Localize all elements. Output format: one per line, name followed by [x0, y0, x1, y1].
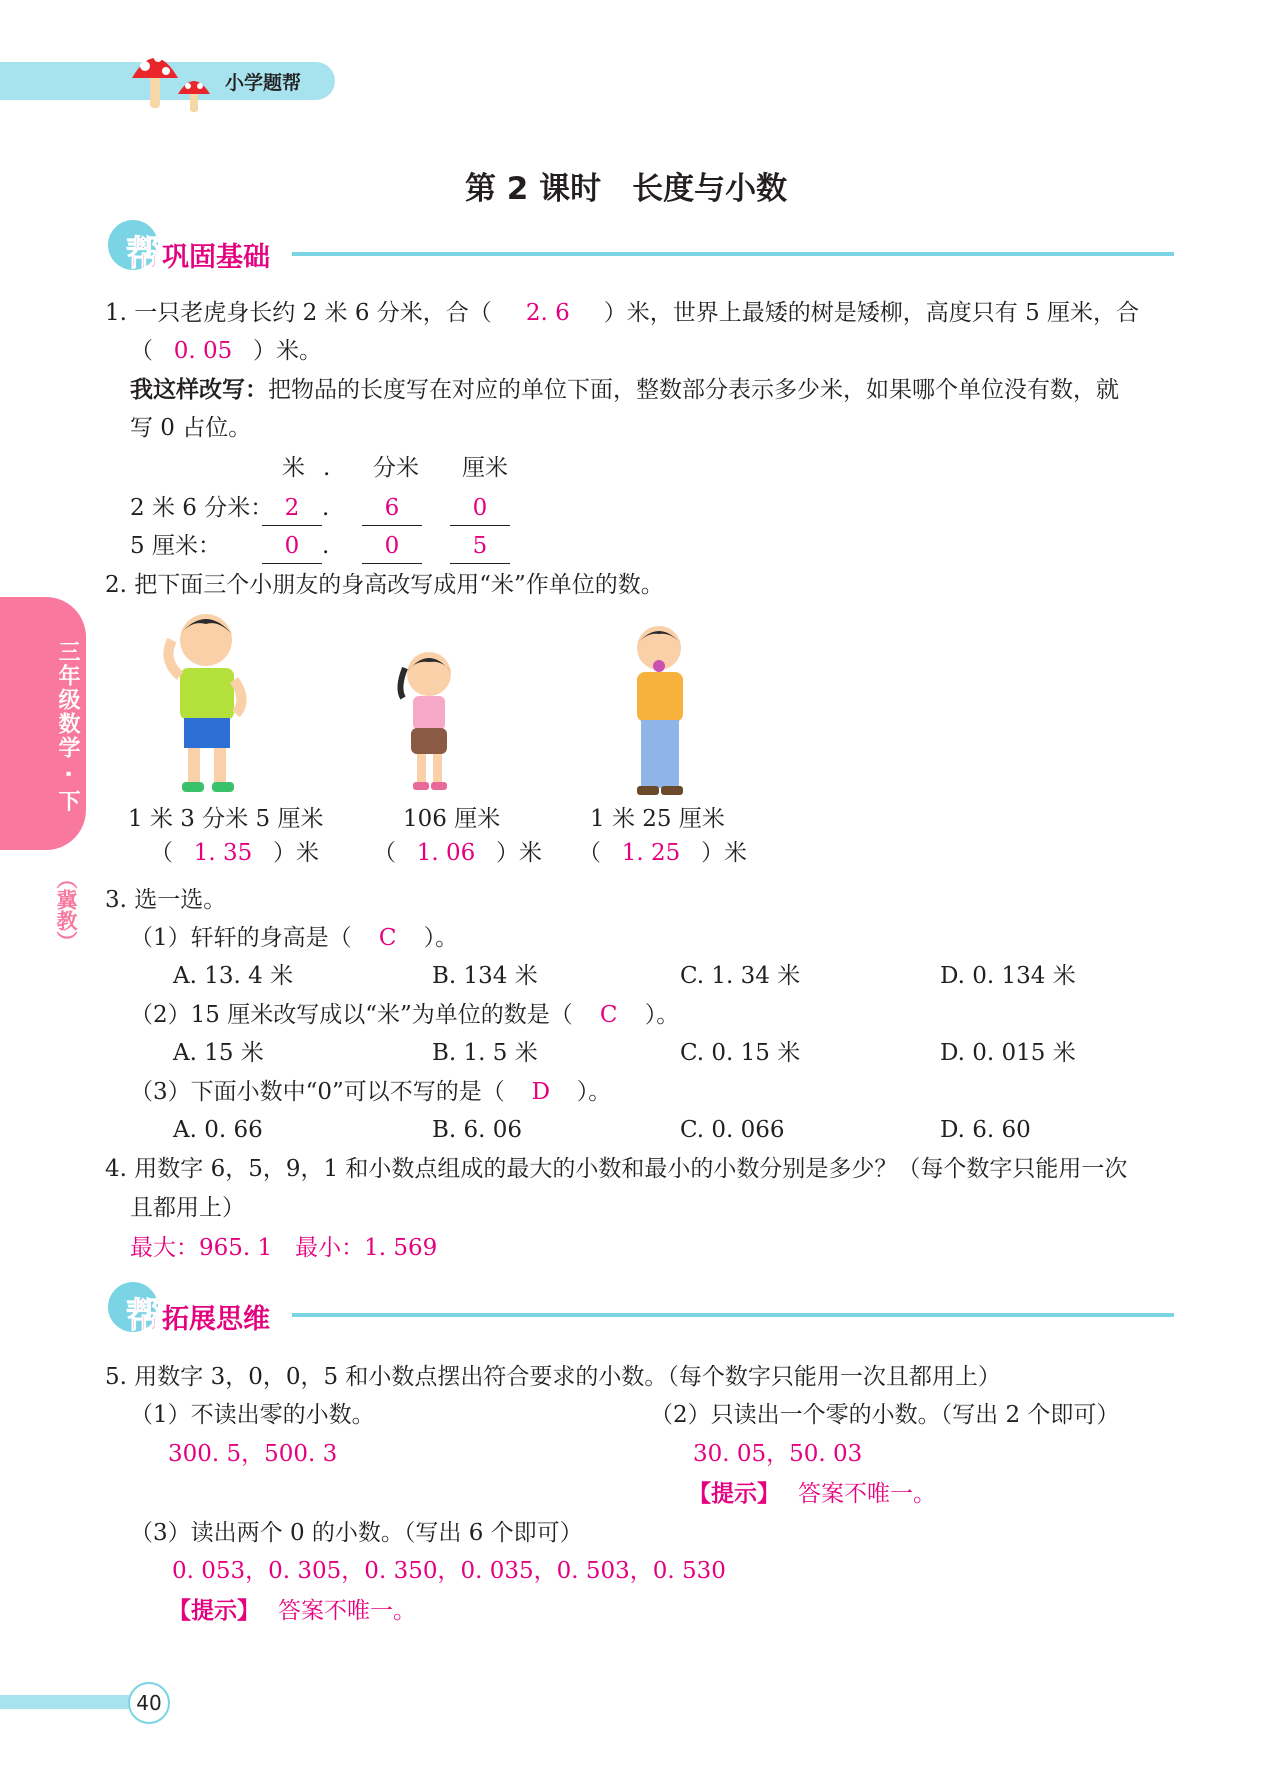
q3-item-1-opt-a: A. 13. 4 米 — [173, 963, 294, 989]
section-heading-basic — [126, 226, 270, 277]
q5-hint-1: 【提示】 答案不唯一。 — [688, 1481, 936, 1507]
q3-item-2-opt-c: C. 0. 15 米 — [680, 1040, 801, 1066]
q3-item-3-opt-d: D. 6. 60 — [940, 1117, 1031, 1143]
section-name: 巩固基础 — [162, 242, 271, 273]
conv-row-2: 5 厘米： 0 . 0 5 — [130, 529, 510, 564]
q1-answer-2: 0. 05 — [173, 338, 233, 364]
boy-illustration-2 — [617, 622, 701, 800]
q3-item-2: （2）15 厘米改写成以“米”为单位的数是（ C ）。 — [130, 1002, 680, 1028]
q5-part-1-answer: 300. 5，500. 3 — [168, 1441, 338, 1467]
girl-illustration — [393, 648, 465, 800]
section-badge-text-2: 帮 — [126, 1296, 163, 1337]
conv-row-1: 2 米 6 分米： 2 . 6 0 — [130, 491, 510, 526]
boy-illustration — [158, 610, 258, 800]
q3-item-2-opt-d: D. 0. 015 米 — [940, 1040, 1076, 1066]
section-divider-2 — [292, 1313, 1174, 1317]
section-badge-text: 帮 — [126, 234, 163, 275]
kid-3-label: 1 米 25 厘米 — [590, 806, 725, 832]
side-tab-grade: 三年级数学 · 下 — [55, 640, 80, 814]
unit-header-dm: 分米 — [373, 455, 419, 481]
side-tab-edition: （冀教） — [54, 868, 78, 952]
q4-answer: 最大：965. 1 最小：1. 569 — [130, 1235, 438, 1261]
q3-item-3-opt-c: C. 0. 066 — [680, 1117, 785, 1143]
page-title: 第 2 课时 长度与小数 — [465, 171, 788, 207]
unit-header-cm: 厘米 — [462, 455, 508, 481]
section-divider — [292, 252, 1174, 256]
q3-item-1: （1）轩轩的身高是（ C ）。 — [130, 925, 459, 951]
mushroom-icon — [128, 44, 214, 114]
q5-part-3: （3）读出两个 0 的小数。（写出 6 个即可） — [130, 1520, 583, 1546]
q5-part-3-answer: 0. 053，0. 305，0. 350，0. 035，0. 503，0. 530 — [172, 1558, 726, 1584]
section-name-2: 拓展思维 — [162, 1304, 271, 1335]
q2-stem: 2. 把下面三个小朋友的身高改写成用“米”作单位的数。 — [105, 572, 664, 598]
q1-line2: （ 0. 05 ）米。 — [130, 334, 322, 368]
page-number: 40 — [128, 1682, 170, 1724]
q4-stem-line2: 且都用上） — [130, 1195, 245, 1221]
q4-stem-line1: 4. 用数字 6，5，9，1 和小数点组成的最大的小数和最小的小数分别是多少？（每个数字只能用一次 — [105, 1156, 1128, 1182]
q3-item-1-opt-b: B. 134 米 — [432, 963, 538, 989]
q5-hint-2: 【提示】 答案不唯一。 — [168, 1598, 416, 1624]
brand-label: 小学题帮 — [225, 72, 302, 94]
kid-1-label: 1 米 3 分米 5 厘米 — [128, 806, 324, 832]
q1-tip-line1: 我这样改写：把物品的长度写在对应的单位下面，整数部分表示多少米，如果哪个单位没有数，就 — [130, 377, 1119, 403]
q1-line1: 1. 一只老虎身长约 2 米 6 分米，合（ 2. 6 ）米，世界上最矮的树是矮柳，高度只有 5 厘米，合 — [105, 296, 1139, 330]
q3-item-2-opt-a: A. 15 米 — [173, 1040, 264, 1066]
footer-bar — [0, 1695, 140, 1709]
q3-item-3-opt-b: B. 6. 06 — [432, 1117, 523, 1143]
q3-item-1-opt-c: C. 1. 34 米 — [680, 963, 801, 989]
q5-part-2-answer: 30. 05，50. 03 — [693, 1441, 863, 1467]
q5-part-2: （2）只读出一个零的小数。（写出 2 个即可） — [650, 1402, 1120, 1428]
q3-item-3: （3）下面小数中“0”可以不写的是（ D ）。 — [130, 1079, 612, 1105]
q1-answer-1: 2. 6 — [525, 300, 570, 326]
kid-3-answer: （ 1. 25 ）米 — [578, 840, 747, 866]
q3-stem: 3. 选一选。 — [105, 887, 227, 913]
section-heading-expand — [126, 1288, 270, 1339]
q5-stem: 5. 用数字 3，0，0，5 和小数点摆出符合要求的小数。（每个数字只能用一次且都用上） — [105, 1364, 1001, 1390]
q1-tip-line2: 写 0 占位。 — [130, 415, 252, 441]
unit-header-m: 米 — [282, 455, 305, 481]
kid-1-answer: （ 1. 35 ）米 — [150, 840, 319, 866]
q3-item-1-opt-d: D. 0. 134 米 — [940, 963, 1076, 989]
unit-header-dot: . — [323, 455, 331, 481]
kid-2-label: 106 厘米 — [403, 806, 501, 832]
q3-item-3-opt-a: A. 0. 66 — [173, 1117, 263, 1143]
kid-2-answer: （ 1. 06 ）米 — [373, 840, 542, 866]
q5-part-1: （1）不读出零的小数。 — [130, 1402, 375, 1428]
q3-item-2-opt-b: B. 1. 5 米 — [432, 1040, 538, 1066]
